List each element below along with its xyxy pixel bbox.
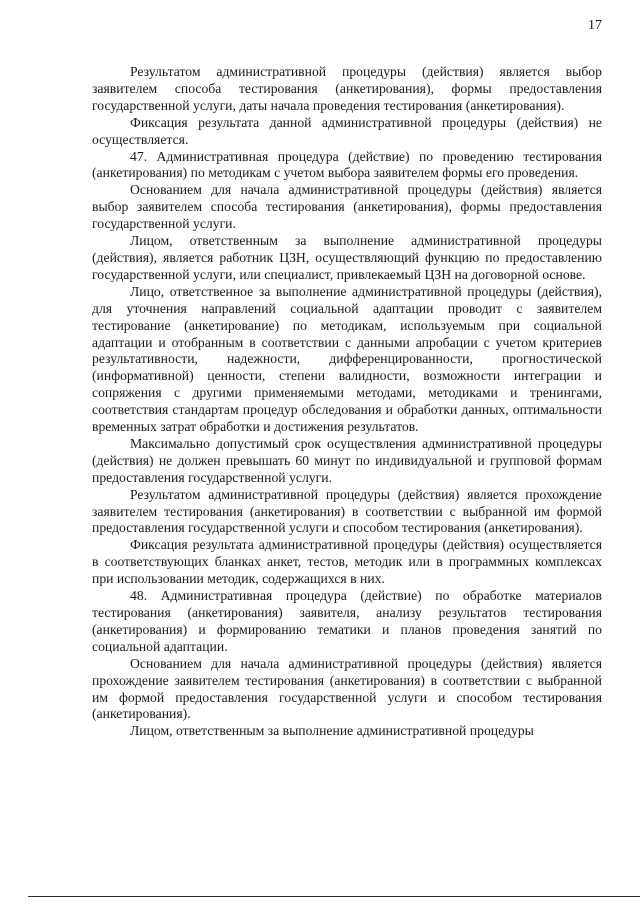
paragraph: Фиксация результата административной процедуры (действия) осуществляется в соответствующих бланках анкет, тестов, методик или в программных комплексах при использовании методик, содержащихся в них. (92, 537, 602, 587)
paragraph: Лицо, ответственное за выполнение административной процедуры (действия), для уточнения направлений социальной адаптации проводит с заявителем тестирование (анкетирование) по методикам, используемым при социальной адаптации и отобранным в соответствии с данными апробации с учетом критериев результативности, надежности, дифференцированности, прогностической (информативной) ценности, степени валидности, возможности интеграции и сопряжения с другими применяемыми методами, методиками и тренингами, соответствия стандартам процедур обследования и обработки данных, оптимальности временных затрат обработки и достижения результатов. (92, 283, 602, 435)
bottom-divider (28, 896, 640, 897)
paragraph-item-47: 47. Административная процедура (действие) по проведению тестирования (анкетирования) по методикам с учетом выбора заявителем формы его проведения. (92, 148, 602, 181)
paragraph: Максимально допустимый срок осуществления административной процедуры (действия) не должен превышать 60 минут по индивидуальной и групповой формам предоставления государственной услуги. (92, 435, 602, 485)
paragraph: Результатом административной процедуры (действия) является выбор заявителем способа тестирования (анкетирования), формы предоставления государственной услуги, даты начала проведения тестирования (анкетирования). (92, 64, 602, 113)
paragraph-item-48: 48. Административная процедура (действие) по обработке материалов тестирования (анкетирования) заявителя, анализу результатов тестирования (анкетирования) и формированию тематики и планов проведения занятий по социальной адаптации. (92, 588, 602, 654)
paragraph: Фиксация результата данной административной процедуры (действия) не осуществляется. (92, 114, 602, 147)
paragraph: Лицом, ответственным за выполнение административной процедуры (130, 723, 534, 739)
document-body (92, 64, 602, 740)
paragraph: Результатом административной процедуры (действия) является прохождение заявителем тестирования (анкетирования) в соответствии с выбранной им формой предоставления государственной услуги и способом тестирования (анкетирования). (92, 486, 602, 536)
paragraph: Основанием для начала административной процедуры (действия) является прохождение заявителем тестирования (анкетирования) в соответствии с выбранной им формой предоставления государственной услуги и способом тестирования (анкетирования). (92, 655, 602, 722)
page-number: 17 (588, 18, 602, 33)
paragraph: Лицом, ответственным за выполнение административной процедуры (действия), является работник ЦЗН, осуществляющий функцию по предоставлению государственной услуги, или специалист, привлекаемый ЦЗН на договорной основе. (92, 233, 602, 282)
paragraph: Основанием для начала административной процедуры (действия) является выбор заявителем способа тестирования (анкетирования), формы предоставления государственной услуги. (92, 182, 602, 232)
